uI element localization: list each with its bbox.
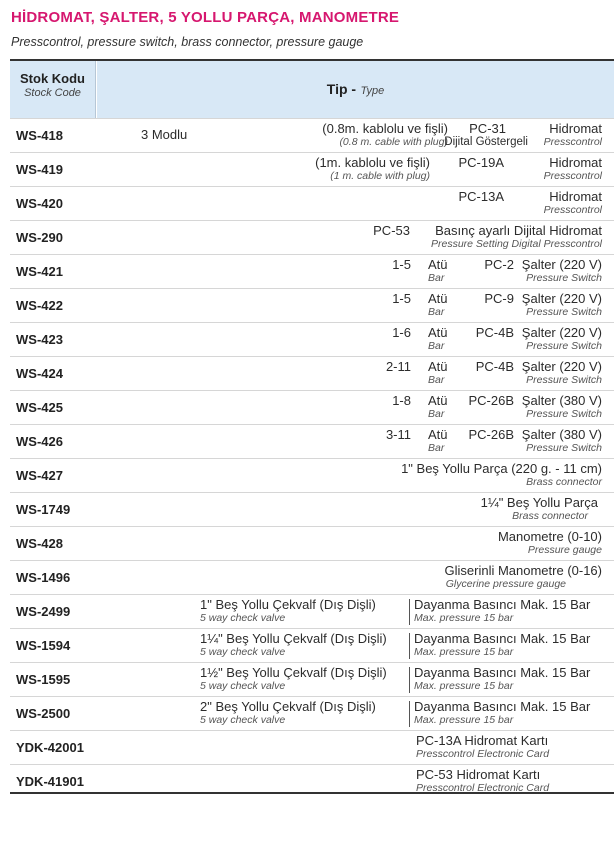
pressure-range: 1-5 (392, 257, 411, 272)
stock-code: WS-422 (16, 298, 63, 313)
stock-code: WS-425 (16, 400, 63, 415)
table-row (10, 594, 614, 628)
product-name: PC-13A Hidromat Kartı Presscontrol Electronic Card (416, 733, 550, 760)
table-row (10, 254, 614, 288)
stock-code: WS-290 (16, 230, 63, 245)
page-subtitle: Presscontrol, pressure switch, brass connector, pressure gauge (11, 35, 364, 49)
header-type-tr: Tip - (326, 81, 357, 97)
stock-code: WS-1749 (16, 502, 71, 517)
model-info: PC-2 (484, 257, 514, 272)
table-row (10, 356, 614, 390)
table-row (10, 696, 614, 730)
pressure-unit: Atü Bar (428, 427, 448, 454)
stock-code: WS-427 (16, 468, 63, 483)
column-divider (409, 599, 410, 625)
header-type (97, 61, 614, 118)
product-name: Şalter (220 V) Pressure Switch (521, 359, 602, 386)
pressure-range: 1-6 (392, 325, 411, 340)
cable-info: (0.8m. kablolu ve fişli) (0.8 m. cable with plug) (322, 121, 448, 148)
stock-code: YDK-41901 (16, 774, 84, 789)
header-stock-code-tr: Stok Kodu (20, 71, 85, 86)
table-row (10, 526, 614, 560)
valve-name: 1¼" Beş Yollu Çekvalf (Dış Dişli) 5 way check valve (200, 631, 387, 658)
product-name: Gliserinli Manometre (0-16) Glycerine pressure gauge (444, 563, 602, 590)
product-name: Şalter (220 V) Pressure Switch (521, 291, 602, 318)
page-title: HİDROMAT, ŞALTER, 5 YOLLU PARÇA, MANOMETRE (11, 9, 400, 26)
model-info: PC-19A (458, 155, 504, 170)
table-header (10, 61, 614, 118)
table-row (10, 492, 614, 526)
model-info: PC-31 Dijital Göstergeli (444, 121, 528, 148)
product-name: Şalter (220 V) Pressure Switch (521, 325, 602, 352)
product-name: Şalter (380 V) Pressure Switch (521, 427, 602, 454)
stock-code: WS-421 (16, 264, 63, 279)
stock-code: WS-1595 (16, 672, 71, 687)
table-row (10, 628, 614, 662)
table-row (10, 220, 614, 254)
cable-info: (1m. kablolu ve fişli) (1 m. cable with plug) (315, 155, 430, 182)
pressure-unit: Atü Bar (428, 393, 448, 420)
table-row (10, 730, 614, 764)
stock-code: WS-423 (16, 332, 63, 347)
stock-code: WS-426 (16, 434, 63, 449)
table-row (10, 764, 614, 798)
header-stock-code-en: Stock Code (24, 87, 81, 99)
table-row (10, 288, 614, 322)
product-name: Manometre (0-10) Pressure gauge (497, 529, 602, 556)
table-row (10, 390, 614, 424)
valve-name: 1" Beş Yollu Çekvalf (Dış Dişli) 5 way check valve (200, 597, 376, 624)
stock-code: WS-2500 (16, 706, 71, 721)
product-name: 1" Beş Yollu Parça (220 g. - 11 cm) Brass connector (401, 461, 602, 488)
table-row (10, 152, 614, 186)
pressure-unit: Atü Bar (428, 325, 448, 352)
model-info: PC-13A (458, 189, 504, 204)
model-info: PC-4B (475, 359, 514, 374)
valve-name: 2" Beş Yollu Çekvalf (Dış Dişli) 5 way check valve (200, 699, 376, 726)
stock-code: WS-419 (16, 162, 63, 177)
model-info: PC-53 (373, 223, 410, 238)
stock-code: YDK-42001 (16, 740, 84, 755)
column-divider (409, 667, 410, 693)
product-name: Basınç ayarlı Dijital Hidromat Pressure Setting Digital Presscontrol (431, 223, 602, 250)
product-table (10, 59, 614, 794)
product-name: Şalter (220 V) Pressure Switch (521, 257, 602, 284)
header-type-en: Type (360, 85, 385, 97)
model-info: PC-26B (468, 427, 514, 442)
max-pressure: Dayanma Basıncı Mak. 15 Bar Max. pressure 15 bar (414, 631, 591, 658)
stock-code: WS-424 (16, 366, 63, 381)
pressure-range: 1-5 (392, 291, 411, 306)
header-stock-code (10, 61, 96, 118)
max-pressure: Dayanma Basıncı Mak. 15 Bar Max. pressure 15 bar (414, 665, 591, 692)
model-info: PC-4B (475, 325, 514, 340)
product-name: PC-53 Hidromat Kartı Presscontrol Electronic Card (416, 767, 550, 794)
stock-code: WS-418 (16, 128, 63, 143)
product-name: Şalter (380 V) Pressure Switch (521, 393, 602, 420)
column-divider (409, 701, 410, 727)
column-divider (409, 633, 410, 659)
product-name: Hidromat Presscontrol (543, 189, 602, 216)
model-info: PC-9 (484, 291, 514, 306)
table-row (10, 118, 614, 152)
table-row (10, 424, 614, 458)
table-row (10, 322, 614, 356)
stock-code: WS-2499 (16, 604, 71, 619)
product-name: 1¼" Beş Yollu Parça Brass connector (480, 495, 598, 522)
mode-count: 3 Modlu (141, 127, 188, 142)
product-name: Hidromat Presscontrol (543, 121, 602, 148)
pressure-unit: Atü Bar (428, 291, 448, 318)
stock-code: WS-420 (16, 196, 63, 211)
table-row (10, 662, 614, 696)
pressure-range: 1-8 (392, 393, 411, 408)
pressure-range: 3-11 (385, 427, 411, 442)
table-row (10, 458, 614, 492)
stock-code: WS-1594 (16, 638, 71, 653)
product-name: Hidromat Presscontrol (543, 155, 602, 182)
max-pressure: Dayanma Basıncı Mak. 15 Bar Max. pressure 15 bar (414, 699, 591, 726)
valve-name: 1½" Beş Yollu Çekvalf (Dış Dişli) 5 way check valve (200, 665, 387, 692)
model-info: PC-26B (468, 393, 514, 408)
table-row (10, 560, 614, 594)
max-pressure: Dayanma Basıncı Mak. 15 Bar Max. pressure 15 bar (414, 597, 591, 624)
stock-code: WS-428 (16, 536, 63, 551)
stock-code: WS-1496 (16, 570, 71, 585)
table-row (10, 186, 614, 220)
pressure-unit: Atü Bar (428, 359, 448, 386)
pressure-range: 2-11 (385, 359, 411, 374)
pressure-unit: Atü Bar (428, 257, 448, 284)
